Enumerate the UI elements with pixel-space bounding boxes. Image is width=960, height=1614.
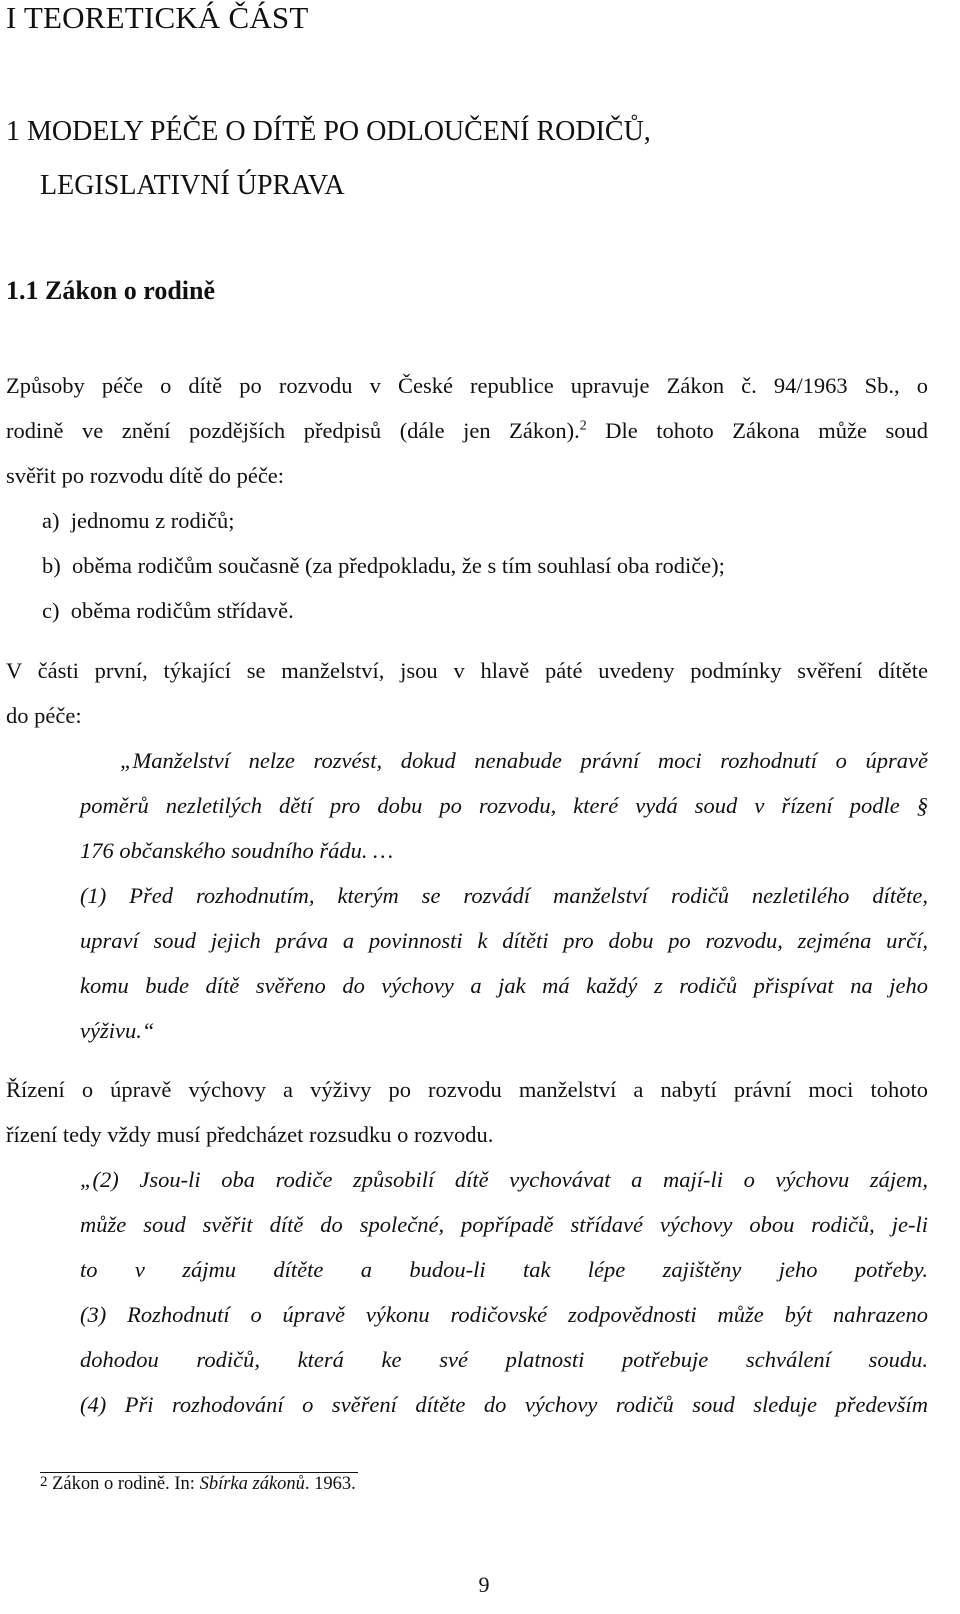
quote2-line3: to v zájmu dítěte a budou-li tak lépe zajištěny jeho potřeby. <box>80 1257 928 1282</box>
paragraph3-line2: řízení tedy vždy musí předcházet rozsudku o rozvodu. <box>6 1122 494 1147</box>
quote2-line4: (3) Rozhodnutí o úpravě výkonu rodičovské zodpovědnosti může být nahrazeno <box>80 1302 928 1327</box>
quote1-line1: „Manželství nelze rozvést, dokud nenabude právní moci rozhodnutí o úpravě <box>120 748 928 773</box>
quote1-line5: upraví soud jejich práva a povinnosti k dítěti pro dobu po rozvodu, zejména určí, <box>80 928 928 953</box>
paragraph3-line1: Řízení o úpravě výchovy a výživy po rozvodu manželství a nabytí právní moci tohoto <box>6 1077 928 1102</box>
footnote-separator <box>40 1472 358 1473</box>
quote1-line6: komu bude dítě svěřeno do výchovy a jak má každý z rodičů přispívat na jeho <box>80 973 928 998</box>
chapter-title-line2: LEGISLATIVNÍ ÚPRAVA <box>40 170 345 201</box>
subchapter-title: 1.1 Zákon o rodině <box>6 276 216 305</box>
quote1-line4: (1) Před rozhodnutím, kterým se rozvádí manželství rodičů nezletilého dítěte, <box>80 883 928 908</box>
footnote-reference[interactable]: 2 <box>579 418 587 434</box>
paragraph2-line1: V části první, týkající se manželství, jsou v hlavě páté uvedeny podmínky svěření dítěte <box>6 658 928 683</box>
quote1-line3: 176 občanského soudního řádu. … <box>80 838 394 863</box>
quote1-line7: výživu.“ <box>80 1018 155 1043</box>
paragraph1-line3: svěřit po rozvodu dítě do péče: <box>6 463 285 488</box>
list-item: c) oběma rodičům střídavě. <box>42 598 294 623</box>
section-title: I TEORETICKÁ ČÁST <box>6 0 309 35</box>
chapter-title-line1: 1 MODELY PÉČE O DÍTĚ PO ODLOUČENÍ RODIČŮ, <box>6 116 651 147</box>
footnote: 2 Zákon o rodině. In: Sbírka zákonů. 1963. <box>40 1474 356 1494</box>
quote2-line6: (4) Při rozhodování o svěření dítěte do výchovy rodičů soud sleduje především <box>80 1392 928 1417</box>
page-number: 9 <box>478 1572 490 1597</box>
quote2-line1: „(2) Jsou-li oba rodiče způsobilí dítě vychovávat a mají-li o výchovu zájem, <box>80 1167 928 1192</box>
paragraph2-line2: do péče: <box>6 703 82 728</box>
list-item: b) oběma rodičům současně (za předpokladu, že s tím souhlasí oba rodiče); <box>42 553 725 578</box>
list-item: a) jednomu z rodičů; <box>42 508 235 533</box>
quote2-line5: dohodou rodičů, která ke své platnosti potřebuje schválení soudu. <box>80 1347 928 1372</box>
footnote-source: Sbírka zákonů <box>199 1474 305 1494</box>
quote2-line2: může soud svěřit dítě do společné, popřípadě střídavé výchovy obou rodičů, je-li <box>80 1212 928 1237</box>
quote1-line2: poměrů nezletilých dětí pro dobu po rozvodu, které vydá soud v řízení podle § <box>80 793 928 818</box>
footnote-number: 2 <box>40 1474 48 1490</box>
paragraph1-line2: rodině ve znění pozdějších předpisů (dále jen Zákon).$^2$ Dle tohoto Zákona může soud <box>6 418 928 443</box>
paragraph1-line1: Způsoby péče o dítě po rozvodu v České republice upravuje Zákon č. 94/1963 Sb., o <box>6 373 928 398</box>
